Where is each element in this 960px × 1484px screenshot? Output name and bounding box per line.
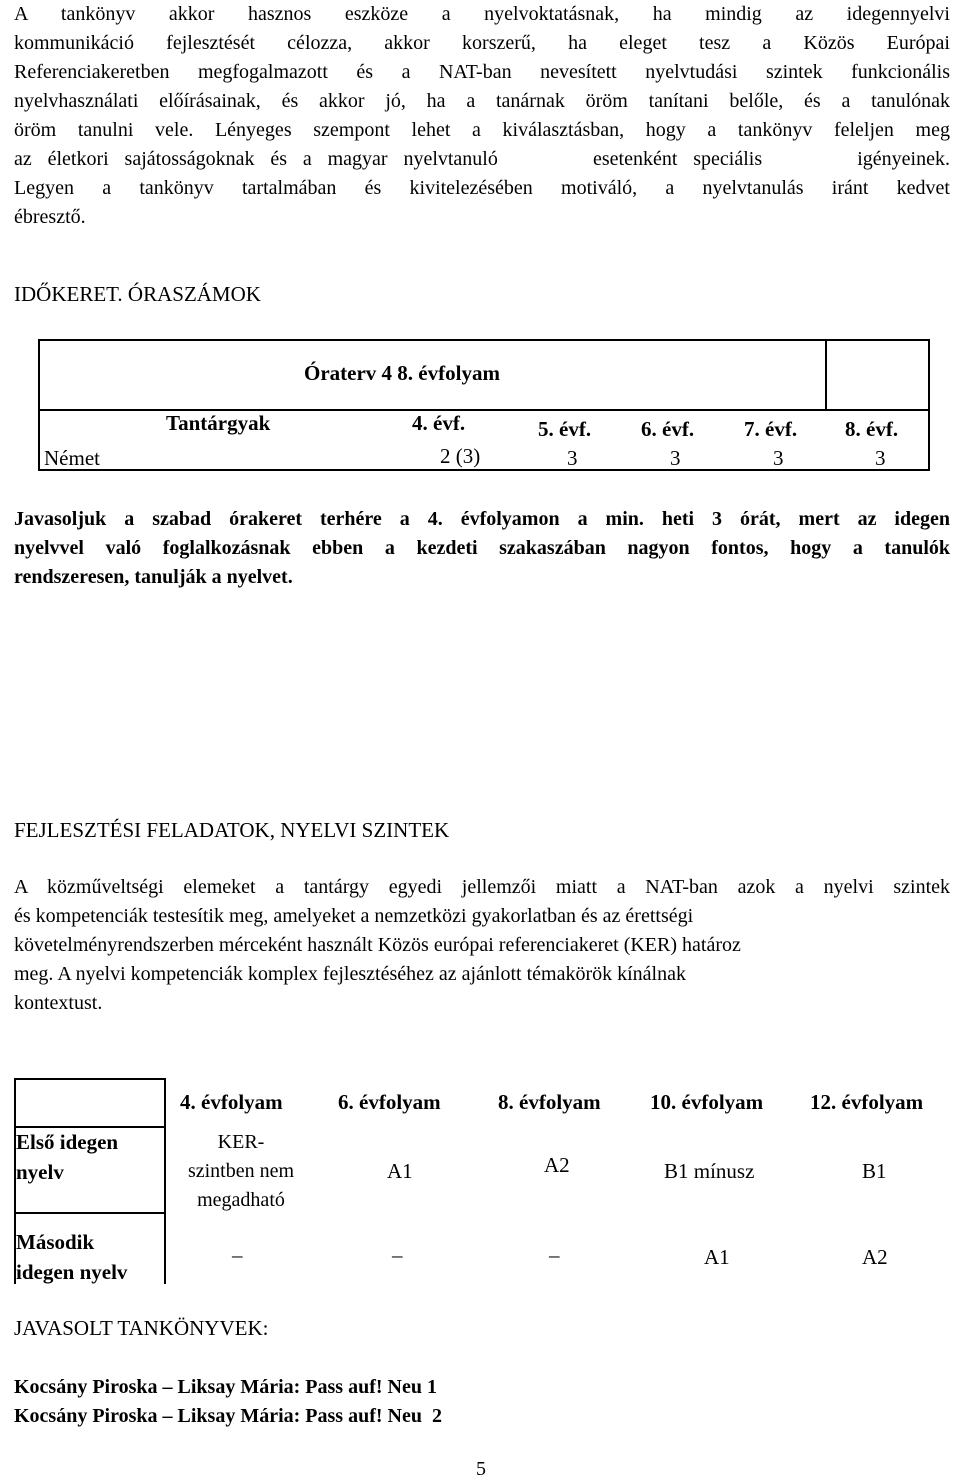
section2-line: A közműveltségi elemeket a tantárgy egyedi jellemzői miatt a NAT-ban azok a nyelvi szintek <box>14 876 950 898</box>
level-cell: – <box>232 1243 243 1267</box>
level-cell: A2 <box>544 1153 570 1177</box>
level-cell: – <box>549 1243 560 1267</box>
section-heading-tankonyvek: JAVASOLT TANKÖNYVEK: <box>14 1316 269 1340</box>
level-cell: B1 mínusz <box>664 1159 755 1183</box>
table-divider <box>825 341 827 411</box>
intro-line: öröm tanulni vele. Lényeges szempont lehet a kiválasztásban, hogy a tankönyv feleljen meg <box>14 119 950 141</box>
hours-cell: 3 <box>567 446 578 470</box>
subject-name: Német <box>44 446 100 470</box>
level-cell-line: megadható <box>197 1189 285 1211</box>
section2-line: követelményrendszerben mérceként használt Közös európai referenciakeret (KER) határoz <box>14 934 741 956</box>
level-header: 6. évfolyam <box>338 1090 441 1114</box>
page-number: 5 <box>476 1458 486 1480</box>
row-label: nyelv <box>16 1160 64 1184</box>
row-label: idegen nyelv <box>16 1260 128 1284</box>
level-header: 10. évfolyam <box>650 1090 764 1114</box>
grade-header: 6. évf. <box>641 417 695 441</box>
recommendation-line: rendszeresen, tanulják a nyelvet. <box>14 566 293 588</box>
intro-line: nyelvhasználati előírásainak, és akkor jó, ha a tanárnak öröm tanítani belőle, és a tanulónak <box>14 90 950 112</box>
level-cell <box>166 1128 316 1215</box>
intro-line: az életkori sajátosságoknak és a magyar nyelvtanuló esetenként speciális igényeinek. <box>14 148 950 170</box>
level-header: 4. évfolyam <box>180 1090 283 1114</box>
section2-line: meg. A nyelvi kompetenciák komplex fejlesztéséhez az ajánlott témakörök kínálnak <box>14 963 686 985</box>
oraterv-title: Óraterv 4 8. évfolyam <box>304 361 500 385</box>
level-cell: – <box>392 1243 403 1267</box>
section2-line: kontextust. <box>14 992 103 1014</box>
intro-line: kommunikáció fejlesztését célozza, akkor korszerű, ha eleget tesz a Közös Európai <box>14 32 950 54</box>
intro-line: ébresztő. <box>14 206 86 228</box>
levels-table <box>14 1078 942 1284</box>
grade-header: 8. évf. <box>845 417 899 441</box>
level-cell-line: szintben nem <box>187 1160 295 1182</box>
section-heading-idokeret: IDŐKERET. ÓRASZÁMOK <box>14 282 261 306</box>
intro-line: A tankönyv akkor hasznos eszköze a nyelvoktatásnak, ha mindig az idegennyelvi <box>14 3 950 25</box>
table-border <box>14 1212 166 1214</box>
section2-line: és kompetenciák testesítik meg, amelyeket a nemzetközi gyakorlatban és az érettségi <box>14 905 694 927</box>
row-label: Második <box>16 1230 95 1254</box>
hours-cell: 3 <box>670 446 681 470</box>
book-list <box>14 1373 442 1431</box>
subjects-header: Tantárgyak <box>166 411 271 435</box>
recommendation-paragraph <box>14 505 950 592</box>
section-heading-fejlesztesi: FEJLESZTÉSI FELADATOK, NYELVI SZINTEK <box>14 818 450 842</box>
hours-cell: 3 <box>875 446 886 470</box>
level-cell-line: KER- <box>217 1131 265 1153</box>
book-item: Kocsány Piroska – Liksay Mária: Pass auf! Neu 1 <box>14 1376 437 1398</box>
hours-cell: 3 <box>773 446 784 470</box>
table-border <box>14 1126 166 1128</box>
level-header: 12. évfolyam <box>810 1090 924 1114</box>
grade-header: 7. évf. <box>744 417 798 441</box>
intro-line: Legyen a tankönyv tartalmában és kivitelezésében motiváló, a nyelvtanulás iránt kedvet <box>14 177 950 199</box>
level-header: 8. évfolyam <box>498 1090 601 1114</box>
section2-paragraph <box>14 873 950 1018</box>
grade-header: 4. évf. <box>412 411 466 435</box>
level-cell: B1 <box>862 1159 887 1183</box>
level-cell: A1 <box>704 1245 730 1269</box>
recommendation-line: nyelvvel való foglalkozásnak ebben a kezdeti szakaszában nagyon fontos, hogy a tanulók <box>14 537 950 559</box>
recommendation-line: Javasoljuk a szabad órakeret terhére a 4. évfolyamon a min. heti 3 órát, mert az idegen <box>14 508 950 530</box>
oraterv-table <box>38 339 930 471</box>
book-item: Kocsány Piroska – Liksay Mária: Pass auf! Neu 2 <box>14 1405 442 1427</box>
grade-header: 5. évf. <box>538 417 592 441</box>
intro-paragraph <box>14 0 950 232</box>
table-border <box>14 1078 166 1080</box>
level-cell: A1 <box>387 1159 413 1183</box>
row-label: Első idegen <box>16 1130 119 1154</box>
level-cell: A2 <box>862 1245 888 1269</box>
hours-cell: 2 (3) <box>440 444 481 468</box>
intro-line: Referenciakeretben megfogalmazott és a NAT-ban nevesített nyelvtudási szintek funkcionális <box>14 61 950 83</box>
